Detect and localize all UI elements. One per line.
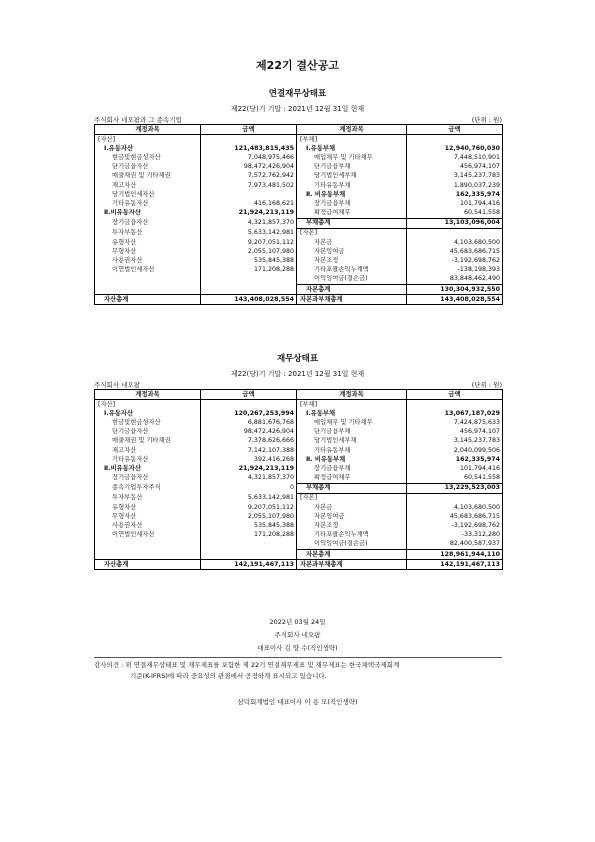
- table-row: [95, 400, 503, 410]
- table-row: [95, 503, 503, 512]
- table-row: [95, 247, 503, 256]
- amount-right: 130,304,932,550: [407, 285, 503, 295]
- table-row: [95, 512, 503, 521]
- amount-left: 392,416,268: [201, 455, 297, 464]
- table-row: [95, 550, 503, 560]
- amount-right: 60,541,558: [407, 474, 503, 484]
- total-label-left: 자산총계: [95, 295, 201, 305]
- account-name-left: 매출채권 및 기타채권: [95, 437, 201, 446]
- amount-right: 1,890,037,239: [407, 181, 503, 190]
- account-name-right: 단기금융부채: [297, 428, 407, 437]
- account-name-left: 장기금융자산: [95, 218, 201, 228]
- account-name-left: Ⅱ.비유동자산: [95, 209, 201, 219]
- consolidated-unit: (단위 : 원): [471, 116, 502, 124]
- table-row: [95, 464, 503, 473]
- total-label-left: 자산총계: [95, 560, 201, 570]
- account-name-left: Ⅰ.유동자산: [95, 144, 201, 153]
- col-header: 계정과목: [297, 390, 407, 400]
- amount-right: 456,974,107: [407, 163, 503, 172]
- account-name-right: 이익잉여금(결손금): [297, 275, 407, 285]
- table-row: [95, 163, 503, 172]
- total-amount-left: 142,191,467,113: [201, 560, 297, 570]
- account-name-right: 기타포괄손익누계액: [297, 531, 407, 540]
- account-name-right: 부채총계: [297, 218, 407, 228]
- col-header: 계정과목: [297, 125, 407, 135]
- amount-left: 2,055,107,980: [201, 512, 297, 521]
- account-name-right: 자본금: [297, 238, 407, 247]
- account-name-left: [95, 550, 201, 560]
- account-name-right: 확정급여채무: [297, 209, 407, 219]
- table-header: [95, 125, 503, 135]
- table-row: [95, 531, 503, 540]
- total-label-right: 자본과부채총계: [297, 560, 407, 570]
- amount-left: 120,267,253,994: [201, 409, 297, 418]
- total-row: [95, 560, 503, 570]
- audit-opinion-line2: 기준(K-IFRS)에 따라 중요성의 관점에서 공정하게 표시되고 있습니다.: [130, 672, 327, 680]
- table-row: [95, 540, 503, 550]
- separate-period: 제22(당)기 기말 : 2021년 12월 31일 현재: [230, 370, 365, 378]
- col-header: 금액: [201, 125, 297, 135]
- amount-left: 7,378,626,666: [201, 437, 297, 446]
- amount-left: 9,207,051,112: [201, 238, 297, 247]
- table-row: [95, 266, 503, 275]
- account-name-left: 투자부동산: [95, 493, 201, 503]
- amount-right: 12,940,760,030: [407, 144, 503, 153]
- amount-left: [201, 550, 297, 560]
- account-name-left: 유형자산: [95, 503, 201, 512]
- amount-right: 128,961,944,110: [407, 550, 503, 560]
- col-header: 금액: [201, 390, 297, 400]
- amount-right: 83,848,462,490: [407, 275, 503, 285]
- account-name-right: [자본]: [297, 228, 407, 238]
- table-row: [95, 275, 503, 285]
- account-name-left: 유형자산: [95, 238, 201, 247]
- amount-right: 101,794,416: [407, 464, 503, 473]
- table-row: [95, 446, 503, 455]
- account-name-left: 재고자산: [95, 446, 201, 455]
- table-row: [95, 199, 503, 208]
- footer-company: 주식회사 네오팜: [274, 631, 321, 639]
- account-name-left: 무형자산: [95, 247, 201, 256]
- account-name-left: 종속기업투자주식: [95, 483, 201, 493]
- col-header: 계정과목: [95, 125, 201, 135]
- amount-left: 171,208,288: [201, 531, 297, 540]
- account-name-right: 자본잉여금: [297, 512, 407, 521]
- table-row: [95, 256, 503, 265]
- amount-right: 45,683,686,715: [407, 512, 503, 521]
- account-name-left: 현금및현금성자산: [95, 153, 201, 162]
- amount-left: 171,208,288: [201, 266, 297, 275]
- amount-left: 9,207,051,112: [201, 503, 297, 512]
- table-header: [95, 390, 503, 400]
- table-row: [95, 493, 503, 503]
- consolidated-balance-sheet: [94, 124, 503, 305]
- amount-left: [201, 285, 297, 295]
- amount-right: -138,198,393: [407, 266, 503, 275]
- table-row: [95, 218, 503, 228]
- account-name-right: Ⅱ. 비유동부채: [297, 455, 407, 464]
- separate-balance-sheet: [94, 389, 503, 570]
- amount-left: [201, 275, 297, 285]
- table-row: [95, 238, 503, 247]
- separate-unit: (단위 : 원): [471, 381, 502, 389]
- amount-right: [407, 400, 503, 410]
- table-row: [95, 144, 503, 153]
- account-name-right: 기타유동부채: [297, 181, 407, 190]
- account-name-right: 확정급여채무: [297, 474, 407, 484]
- amount-left: 98,472,426,904: [201, 428, 297, 437]
- col-header: 금액: [407, 390, 503, 400]
- amount-right: 4,103,680,500: [407, 503, 503, 512]
- table-row: [95, 285, 503, 295]
- total-amount-right: 143,408,028,554: [407, 295, 503, 305]
- total-label-right: 자본과부채총계: [297, 295, 407, 305]
- consolidated-company: 주식회사 네오팜과 그 종속기업: [94, 116, 182, 124]
- amount-left: 5,633,142,981: [201, 493, 297, 503]
- account-name-right: 단기금융부채: [297, 163, 407, 172]
- col-header: 계정과목: [95, 390, 201, 400]
- account-name-left: [95, 540, 201, 550]
- amount-right: -3,192,698,762: [407, 256, 503, 265]
- amount-right: 13,067,187,029: [407, 409, 503, 418]
- amount-left: [201, 135, 297, 145]
- amount-right: 101,794,416: [407, 199, 503, 208]
- amount-left: [201, 190, 297, 199]
- amount-right: -3,192,698,762: [407, 521, 503, 530]
- amount-right: 3,145,237,783: [407, 437, 503, 446]
- table-row: [95, 483, 503, 493]
- account-name-left: [95, 275, 201, 285]
- table-row: [95, 409, 503, 418]
- auditor-signature: 삼덕회계법인 대표이사 이 용 모(직인생략): [237, 698, 358, 706]
- amount-right: [407, 493, 503, 503]
- account-name-left: 무형자산: [95, 512, 201, 521]
- account-name-left: 매출채권 및 기타채권: [95, 172, 201, 181]
- table-row: [95, 135, 503, 145]
- amount-left: 7,142,107,388: [201, 446, 297, 455]
- account-name-left: 투자부동산: [95, 228, 201, 238]
- amount-left: 4,321,857,370: [201, 474, 297, 484]
- amount-left: 121,483,815,435: [201, 144, 297, 153]
- total-amount-right: 142,191,467,113: [407, 560, 503, 570]
- account-name-left: 재고자산: [95, 181, 201, 190]
- account-name-right: [자본]: [297, 493, 407, 503]
- amount-right: 162,335,974: [407, 455, 503, 464]
- table-row: [95, 228, 503, 238]
- amount-right: 60,541,558: [407, 209, 503, 219]
- total-row: [95, 295, 503, 305]
- table-row: [95, 474, 503, 484]
- audit-opinion-line1: 감사의견 : 위 연결재무상태표 및 재무제표를 포함한 제 22기 연결재무제표 및 재무제표는 한국채택국제회계: [94, 661, 400, 669]
- account-name-right: Ⅰ.유동부채: [297, 409, 407, 418]
- consolidated-period: 제22(당)기 기말 : 2021년 12월 31일 현재: [230, 105, 365, 113]
- account-name-right: 매입채무 및 기타채무: [297, 153, 407, 162]
- account-name-right: [부채]: [297, 135, 407, 145]
- account-name-right: 자본조정: [297, 521, 407, 530]
- account-name-left: 기타유동자산: [95, 455, 201, 464]
- account-name-right: 자본조정: [297, 256, 407, 265]
- account-name-left: [자산]: [95, 400, 201, 410]
- amount-left: 21,924,213,119: [201, 464, 297, 473]
- amount-right: -33,312,280: [407, 531, 503, 540]
- account-name-left: 현금및현금성자산: [95, 418, 201, 427]
- amount-right: 456,974,107: [407, 428, 503, 437]
- account-name-left: [자산]: [95, 135, 201, 145]
- announcement-date: 2022년 03월 24일: [269, 618, 326, 626]
- table-row: [95, 190, 503, 199]
- amount-left: 0: [201, 483, 297, 493]
- account-name-right: 자본총계: [297, 550, 407, 560]
- amount-right: 3,145,237,783: [407, 172, 503, 181]
- total-amount-left: 143,408,028,554: [201, 295, 297, 305]
- account-name-right: 부채총계: [297, 483, 407, 493]
- consolidated-title: 연결재무상태표: [268, 89, 327, 99]
- amount-right: 7,424,875,633: [407, 418, 503, 427]
- amount-right: 7,448,510,901: [407, 153, 503, 162]
- table-row: [95, 181, 503, 190]
- separate-title: 재무상태표: [276, 354, 319, 364]
- account-name-left: [95, 285, 201, 295]
- table-row: [95, 437, 503, 446]
- table-row: [95, 418, 503, 427]
- amount-right: 4,103,680,500: [407, 238, 503, 247]
- account-name-right: 장기금융부채: [297, 464, 407, 473]
- table-row: [95, 521, 503, 530]
- account-name-left: 단기금융자산: [95, 428, 201, 437]
- amount-right: 82,400,587,937: [407, 540, 503, 550]
- account-name-left: 사용권자산: [95, 521, 201, 530]
- table-row: [95, 172, 503, 181]
- table-row: [95, 153, 503, 162]
- account-name-left: 기타유동자산: [95, 199, 201, 208]
- account-name-right: Ⅱ. 비유동부채: [297, 190, 407, 199]
- amount-right: 13,103,096,004: [407, 218, 503, 228]
- account-name-right: 자본잉여금: [297, 247, 407, 256]
- account-name-left: 장기금융자산: [95, 474, 201, 484]
- account-name-left: 단기금융자산: [95, 163, 201, 172]
- divider: [94, 657, 502, 658]
- amount-left: 7,572,762,942: [201, 172, 297, 181]
- account-name-right: Ⅰ.유동부채: [297, 144, 407, 153]
- amount-left: 535,845,388: [201, 256, 297, 265]
- amount-left: 7,973,481,502: [201, 181, 297, 190]
- table-row: [95, 455, 503, 464]
- account-name-left: 사용권자산: [95, 256, 201, 265]
- amount-left: 4,321,857,370: [201, 218, 297, 228]
- account-name-left: 이연법인세자산: [95, 531, 201, 540]
- account-name-right: 자본총계: [297, 285, 407, 295]
- amount-left: 98,472,426,904: [201, 163, 297, 172]
- col-header: 금액: [407, 125, 503, 135]
- amount-right: 45,683,686,715: [407, 247, 503, 256]
- separate-company: 주식회사 네오팜: [94, 381, 141, 389]
- amount-left: 2,055,107,980: [201, 247, 297, 256]
- footer-ceo: 대표이사 김 양 수(직인생략): [257, 644, 338, 652]
- account-name-right: 당기법인세부채: [297, 172, 407, 181]
- account-name-left: Ⅰ.유동자산: [95, 409, 201, 418]
- amount-left: 5,633,142,981: [201, 228, 297, 238]
- account-name-left: 이연법인세자산: [95, 266, 201, 275]
- amount-right: [407, 135, 503, 145]
- page-title: 제22기 결산공고: [256, 59, 339, 72]
- account-name-left: 당기법인세자산: [95, 190, 201, 199]
- account-name-right: 당기법인세부채: [297, 437, 407, 446]
- table-row: [95, 209, 503, 219]
- amount-left: [201, 540, 297, 550]
- account-name-left: Ⅱ.비유동자산: [95, 464, 201, 473]
- amount-right: 13,229,523,003: [407, 483, 503, 493]
- amount-left: 6,881,676,768: [201, 418, 297, 427]
- amount-left: 21,924,213,119: [201, 209, 297, 219]
- account-name-right: 매입채무 및 기타채무: [297, 418, 407, 427]
- table-row: [95, 428, 503, 437]
- account-name-right: 기타유동부채: [297, 446, 407, 455]
- amount-left: 7,048,975,466: [201, 153, 297, 162]
- account-name-right: 장기금융부채: [297, 199, 407, 208]
- amount-left: 416,168,621: [201, 199, 297, 208]
- amount-left: [201, 400, 297, 410]
- account-name-right: 이익잉여금(결손금): [297, 540, 407, 550]
- amount-right: 162,335,974: [407, 190, 503, 199]
- amount-right: 2,040,099,506: [407, 446, 503, 455]
- account-name-right: 기타포괄손익누계액: [297, 266, 407, 275]
- account-name-right: [부채]: [297, 400, 407, 410]
- amount-left: 535,845,388: [201, 521, 297, 530]
- account-name-right: 자본금: [297, 503, 407, 512]
- amount-right: [407, 228, 503, 238]
